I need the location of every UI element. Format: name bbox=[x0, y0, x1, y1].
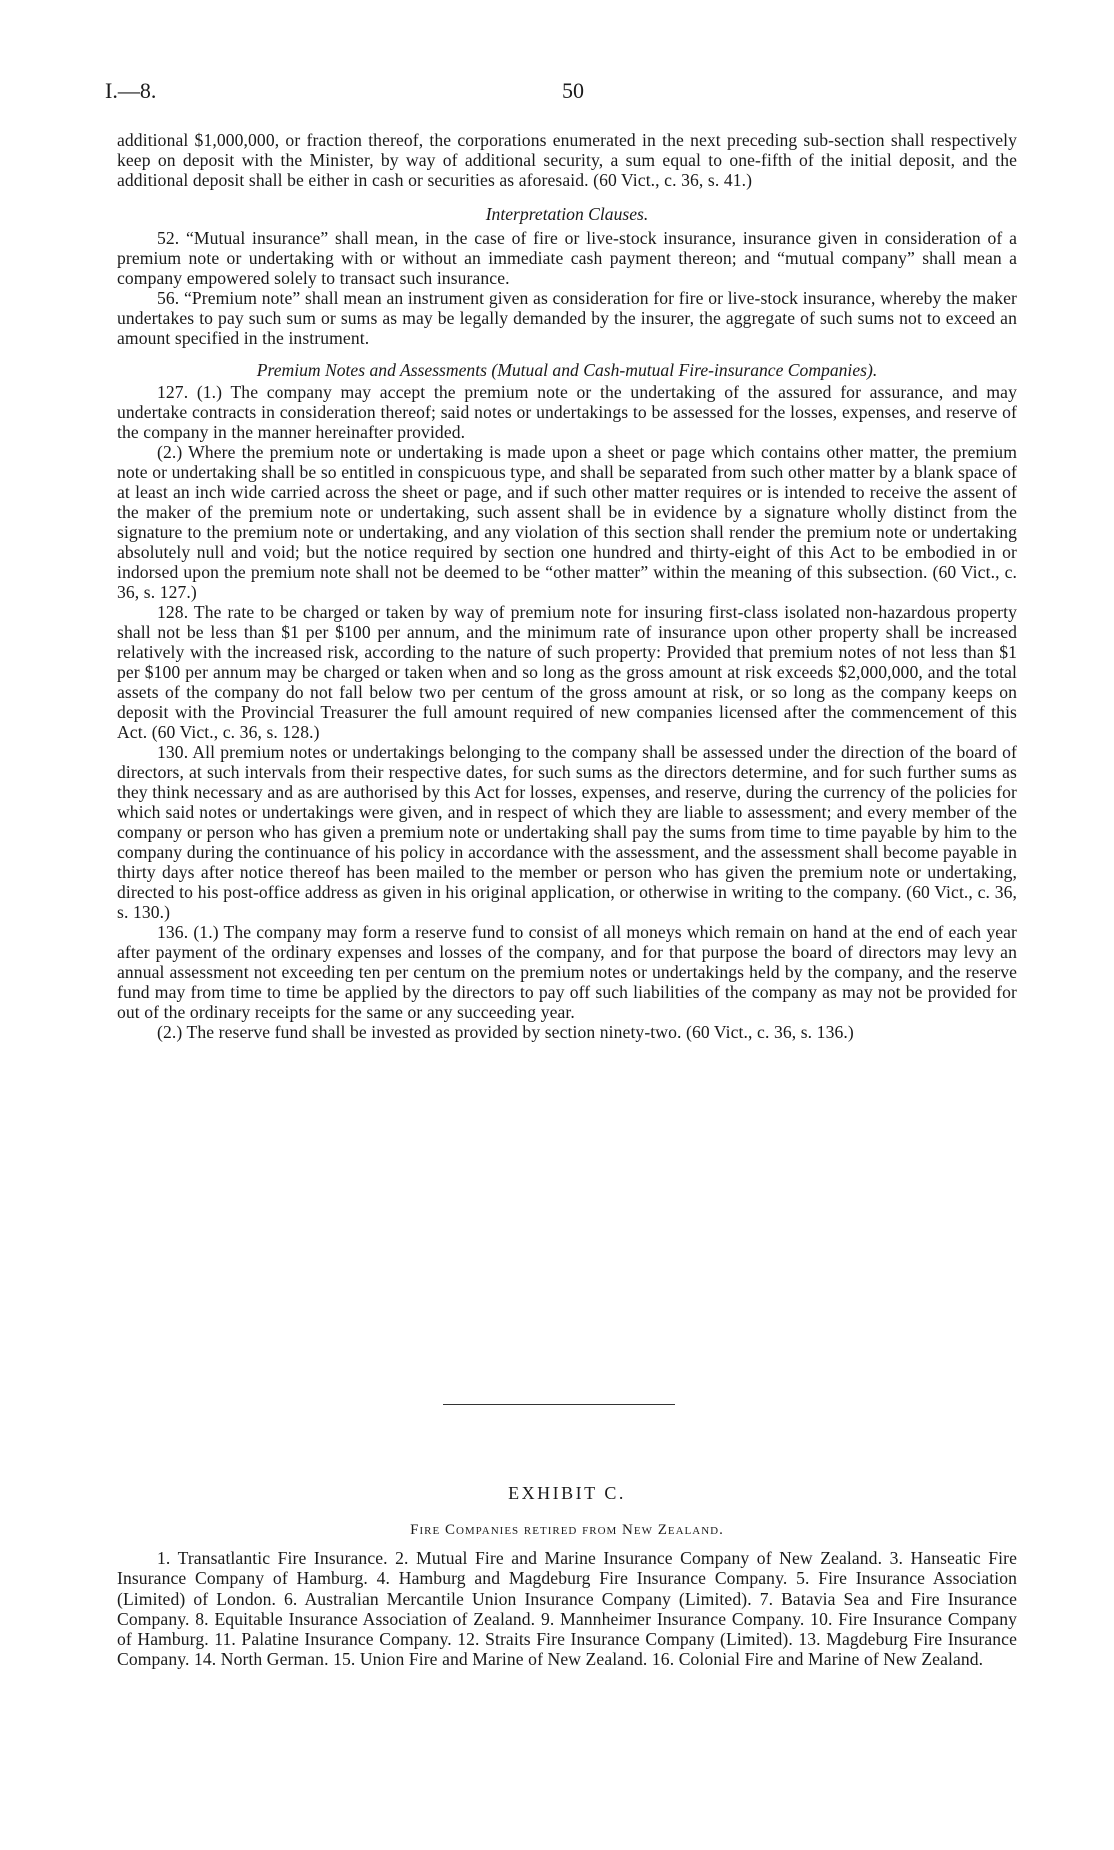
section-127-1-paragraph: 127. (1.) The company may accept the premium note or the undertaking of the assured for assurance, and may undertake contracts in consideration thereof; said notes or undertakings to be assessed for the losses, expenses, and reserve of the company in the manner hereinafter provided. bbox=[117, 382, 1017, 442]
premium-notes-heading: Premium Notes and Assessments (Mutual and Cash-mutual Fire-insurance Companies). bbox=[256, 360, 878, 380]
continued-paragraph: additional $1,000,000, or fraction thereof, the corporations enumerated in the next preceding sub-section shall respectively keep on deposit with the Minister, by way of additional security, a sum equal to one-fifth of the initial deposit, and the additional deposit shall be either in cash or securities as aforesaid. (60 Vict., c. 36, s. 41.) bbox=[117, 130, 1017, 190]
section-136-1-paragraph: 136. (1.) The company may form a reserve fund to consist of all moneys which remain on hand at the end of each year after payment of the ordinary expenses and losses of the company, and for that purpose the board of directors may levy an annual assessment not exceeding ten per centum on the premium notes or undertakings held by the company, and the reserve fund may from time to time be applied by the directors to pay off such liabilities of the company as may not be provided for out of the ordinary receipts for the same or any succeeding year. bbox=[117, 922, 1017, 1022]
interpretation-heading: Interpretation Clauses. bbox=[485, 204, 649, 224]
exhibit-c bbox=[117, 1482, 1017, 1670]
section-130-paragraph: 130. All premium notes or undertakings belonging to the company shall be assessed under the direction of the board of directors, at such intervals from their respective dates, for such sums as the directors determine, and for such further sums as they think necessary and as are authorised by this Act for losses, expenses, and reserve, during the currency of the policies for which said notes or undertakings were given, and in respect of which they are liable to assessment; and every member of the company or person who has given a premium note or undertaking shall pay the sums from time to time payable by him to the company during the continuance of his policy in accordance with the assessment, and the assessment shall become payable in thirty days after notice thereof has been mailed to the member or person who has given the premium note or undertaking, directed to his post-office address as given in his original application, or otherwise in writing to the company. (60 Vict., c. 36, s. 130.) bbox=[117, 742, 1017, 922]
page-header bbox=[105, 78, 1019, 108]
section-divider bbox=[443, 1404, 675, 1405]
exhibit-company-list: 1. Transatlantic Fire Insurance. 2. Mutual Fire and Marine Insurance Company of New Zealand. 3. Hanseatic Fire Insurance Company of Hamburg. 4. Hamburg and Magdeburg Fire Insurance Company. 5. Fire Insurance Association (Limited) of London. 6. Australian Mercantile Union Insurance Company (Limited). 7. Batavia Sea and Fire Insurance Company. 8. Equitable Insurance Association of Zealand. 9. Mannheimer Insurance Company. 10. Fire Insurance Company of Hamburg. 11. Palatine Insurance Company. 12. Straits Fire Insurance Company (Limited). 13. Magdeburg Fire Insurance Company. 14. North German. 15. Union Fire and Marine of New Zealand. 16. Colonial Fire and Marine of New Zealand. bbox=[117, 1548, 1017, 1670]
section-52-paragraph: 52. “Mutual insurance” shall mean, in the case of fire or live-stock insurance, insurance given in consideration of a premium note or undertaking with or without an immediate cash payment thereon; and “mutual company” shall mean a company empowered solely to transact such insurance. bbox=[117, 228, 1017, 288]
page-number: 50 bbox=[562, 78, 584, 103]
exhibit-title: EXHIBIT C. bbox=[508, 1483, 626, 1503]
section-56-paragraph: 56. “Premium note” shall mean an instrument given as consideration for fire or live-stock insurance, whereby the maker undertakes to pay such sum or sums as may be legally demanded by the insurer, the aggregate of such sums not to exceed an amount specified in the instrument. bbox=[117, 288, 1017, 348]
section-127-2-paragraph: (2.) Where the premium note or undertaking is made upon a sheet or page which contains other matter, the premium note or undertaking shall be so entitled in conspicuous type, and shall be separated from such other matter by a blank space of at least an inch wide carried across the sheet or page, and if such other matter requires or is intended to receive the assent of the maker of the premium note or undertaking, such assent shall be in evidence by a signature wholly distinct from the signature to the premium note or undertaking, and any violation of this section shall render the premium note or undertaking absolutely null and void; but the notice required by section one hundred and thirty-eight of this Act to be embodied in or indorsed upon the premium note shall not be deemed to be “other matter” within the meaning of this subsection. (60 Vict., c. 36, s. 127.) bbox=[117, 442, 1017, 602]
section-136-2-paragraph: (2.) The reserve fund shall be invested as provided by section ninety-two. (60 Vict., c. 36, s. 136.) bbox=[157, 1022, 854, 1042]
document-reference: I.—8. bbox=[105, 78, 157, 103]
section-128-paragraph: 128. The rate to be charged or taken by way of premium note for insuring first-class isolated non-hazardous property shall not be less than $1 per $100 per annum, and the minimum rate of insurance upon other property shall be increased relatively with the increased risk, according to the nature of such property: Provided that premium notes of not less than $1 per $100 per annum may be charged or taken when and so long as the gross amount at risk exceeds $2,000,000, and the total assets of the company do not fall below two per centum of the gross amount at risk, or so long as the company keeps on deposit with the Provincial Treasurer the full amount required of new companies licensed after the commencement of this Act. (60 Vict., c. 36, s. 128.) bbox=[117, 602, 1017, 742]
document-body bbox=[117, 130, 1017, 1042]
exhibit-subtitle: Fire Companies retired from New Zealand. bbox=[410, 1522, 724, 1538]
